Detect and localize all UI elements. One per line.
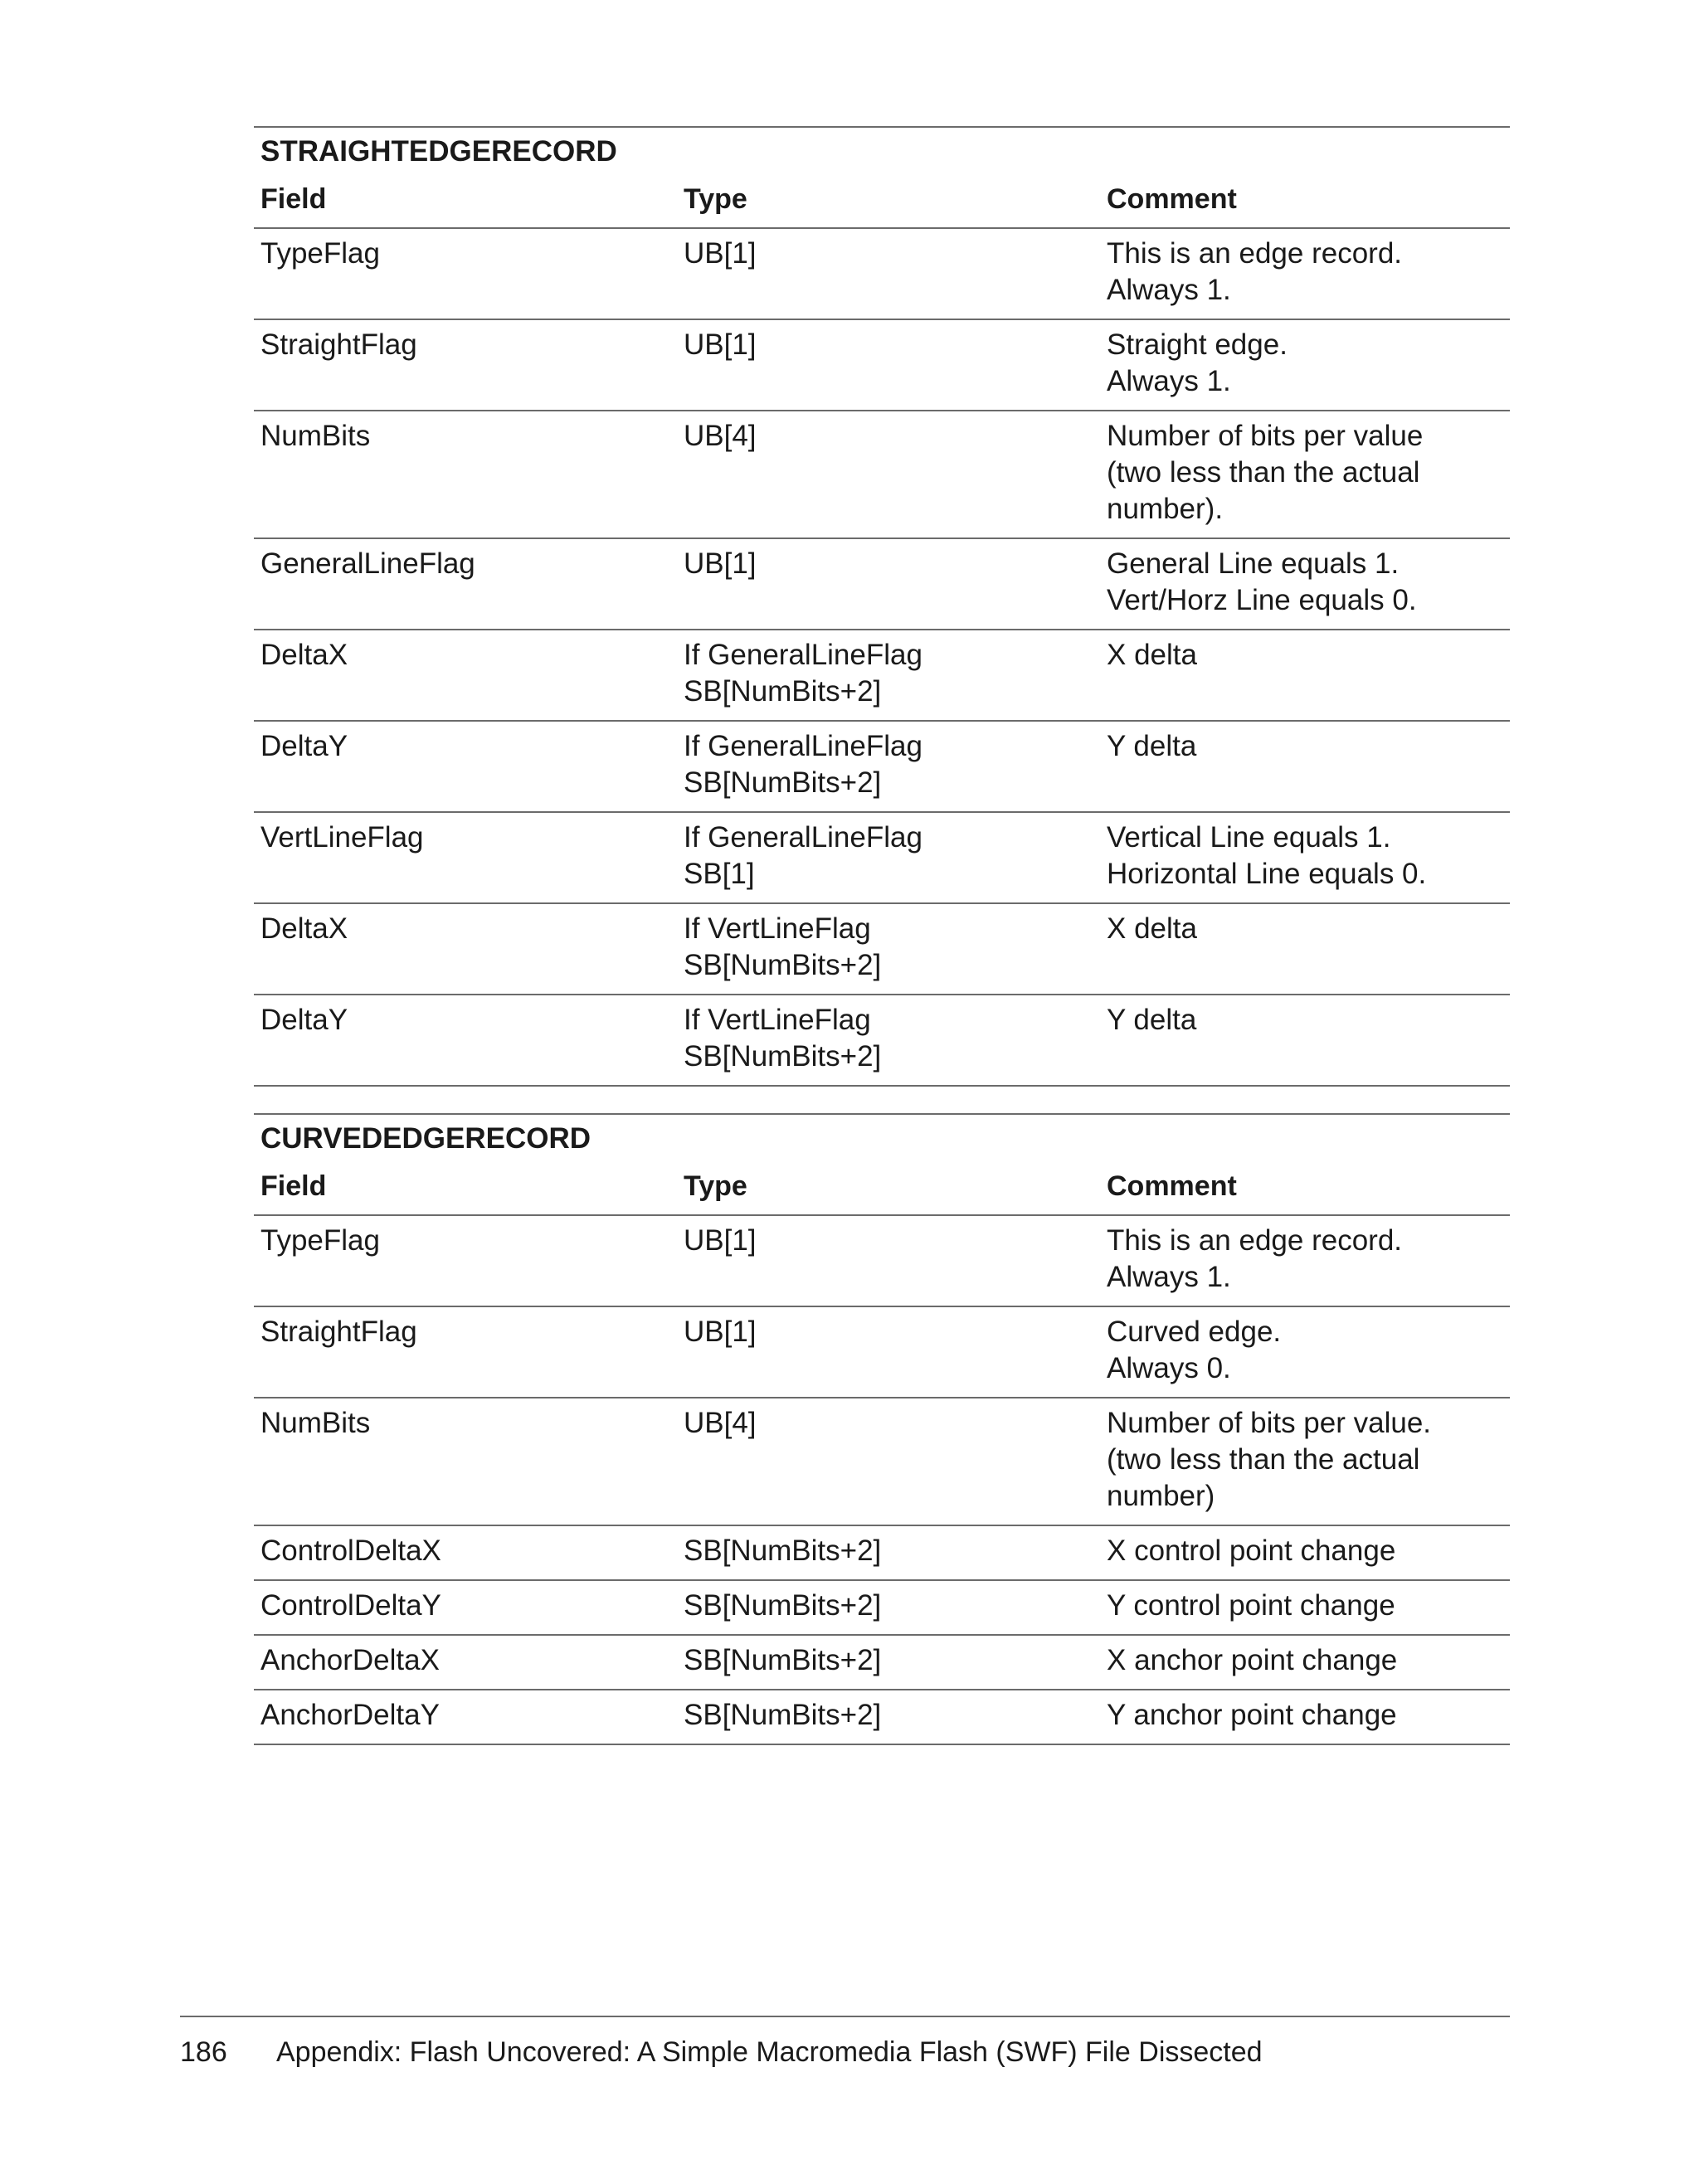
cell-field xyxy=(254,538,677,630)
comment-text: Number of bits per value. xyxy=(1107,1407,1432,1439)
table-body xyxy=(254,228,1510,1086)
table-row xyxy=(254,1525,1510,1580)
table-row xyxy=(254,1580,1510,1635)
type-text: SB[NumBits+2] xyxy=(684,949,882,981)
comment-text: Always 1. xyxy=(1107,274,1231,306)
page-footer xyxy=(180,2036,1263,2069)
comment-text: Vertical Line equals 1. xyxy=(1107,821,1391,854)
cell-type xyxy=(677,319,1100,411)
cell-type xyxy=(677,812,1100,903)
cell-comment xyxy=(1100,903,1510,995)
record-title: STRAIGHTEDGERECORD xyxy=(254,126,1510,174)
column-header-type: Type xyxy=(677,1161,1100,1215)
table-row xyxy=(254,630,1510,721)
table-row xyxy=(254,995,1510,1086)
comment-text: number). xyxy=(1107,493,1224,525)
cell-type xyxy=(677,1398,1100,1525)
type-text: SB[NumBits+2] xyxy=(684,1589,882,1622)
cell-type xyxy=(677,538,1100,630)
type-text: If VertLineFlag xyxy=(684,912,871,945)
type-text: UB[4] xyxy=(684,1407,757,1439)
cell-type xyxy=(677,1215,1100,1306)
cell-field xyxy=(254,228,677,319)
table-row xyxy=(254,812,1510,903)
column-header-comment: Comment xyxy=(1100,174,1510,228)
comment-text: X anchor point change xyxy=(1107,1644,1398,1676)
comment-text: Y anchor point change xyxy=(1107,1699,1397,1731)
table-row xyxy=(254,1398,1510,1525)
comment-text: General Line equals 1. xyxy=(1107,547,1400,580)
cell-comment xyxy=(1100,1306,1510,1398)
type-text: SB[NumBits+2] xyxy=(684,675,882,708)
field-text: DeltaX xyxy=(260,639,348,671)
cell-type xyxy=(677,411,1100,538)
type-text: If GeneralLineFlag xyxy=(684,639,923,671)
cell-comment xyxy=(1100,1635,1510,1690)
field-text: ControlDeltaY xyxy=(260,1589,441,1622)
cell-field xyxy=(254,812,677,903)
cell-field xyxy=(254,1690,677,1744)
cell-comment xyxy=(1100,1690,1510,1744)
cell-type xyxy=(677,995,1100,1086)
comment-text: Horizontal Line equals 0. xyxy=(1107,858,1427,890)
table-row xyxy=(254,411,1510,538)
comment-text: This is an edge record. xyxy=(1107,1224,1403,1257)
type-text: UB[1] xyxy=(684,1316,757,1348)
comment-text: number) xyxy=(1107,1480,1215,1512)
column-header-comment: Comment xyxy=(1100,1161,1510,1215)
field-text: NumBits xyxy=(260,1407,371,1439)
cell-field xyxy=(254,630,677,721)
cell-field xyxy=(254,411,677,538)
type-text: If VertLineFlag xyxy=(684,1004,871,1036)
cell-comment xyxy=(1100,411,1510,538)
field-text: StraightFlag xyxy=(260,328,417,361)
table-row xyxy=(254,1690,1510,1744)
table-header-row xyxy=(254,1161,1510,1215)
comment-text: Vert/Horz Line equals 0. xyxy=(1107,584,1417,616)
cell-comment xyxy=(1100,1215,1510,1306)
cell-comment xyxy=(1100,1580,1510,1635)
table-row xyxy=(254,1215,1510,1306)
comment-text: (two less than the actual xyxy=(1107,456,1420,489)
cell-field xyxy=(254,1580,677,1635)
field-text: DeltaX xyxy=(260,912,348,945)
cell-field xyxy=(254,903,677,995)
field-text: GeneralLineFlag xyxy=(260,547,475,580)
table-row xyxy=(254,1635,1510,1690)
cell-type xyxy=(677,228,1100,319)
footer-text: Appendix: Flash Uncovered: A Simple Macromedia Flash (SWF) File Dissected xyxy=(276,2036,1263,2068)
cell-comment xyxy=(1100,538,1510,630)
column-header-field: Field xyxy=(254,1161,677,1215)
cell-comment xyxy=(1100,812,1510,903)
field-text: TypeFlag xyxy=(260,1224,380,1257)
type-text: UB[1] xyxy=(684,1224,757,1257)
type-text: SB[NumBits+2] xyxy=(684,1699,882,1731)
footer-divider xyxy=(180,2016,1510,2017)
table-row xyxy=(254,538,1510,630)
cell-type xyxy=(677,903,1100,995)
record-table xyxy=(254,1161,1510,1745)
type-text: SB[NumBits+2] xyxy=(684,1535,882,1567)
comment-text: Always 1. xyxy=(1107,365,1231,397)
field-text: AnchorDeltaY xyxy=(260,1699,440,1731)
cell-type xyxy=(677,1635,1100,1690)
type-text: SB[1] xyxy=(684,858,755,890)
cell-comment xyxy=(1100,1525,1510,1580)
comment-text: This is an edge record. xyxy=(1107,237,1403,270)
field-text: DeltaY xyxy=(260,730,348,762)
comment-text: Y control point change xyxy=(1107,1589,1395,1622)
type-text: If GeneralLineFlag xyxy=(684,821,923,854)
column-header-type: Type xyxy=(677,174,1100,228)
cell-field xyxy=(254,1398,677,1525)
field-text: NumBits xyxy=(260,420,371,452)
table-row xyxy=(254,1306,1510,1398)
cell-type xyxy=(677,721,1100,812)
comment-text: Y delta xyxy=(1107,1004,1197,1036)
type-text: SB[NumBits+2] xyxy=(684,1644,882,1676)
cell-type xyxy=(677,1525,1100,1580)
record-title: CURVEDEDGERECORD xyxy=(254,1113,1510,1161)
field-text: AnchorDeltaX xyxy=(260,1644,440,1676)
cell-comment xyxy=(1100,319,1510,411)
column-header-field: Field xyxy=(254,174,677,228)
comment-text: X delta xyxy=(1107,912,1197,945)
field-text: DeltaY xyxy=(260,1004,348,1036)
field-text: StraightFlag xyxy=(260,1316,417,1348)
comment-text: (two less than the actual xyxy=(1107,1443,1420,1476)
comment-text: Always 1. xyxy=(1107,1261,1231,1293)
comment-text: X delta xyxy=(1107,639,1197,671)
cell-field xyxy=(254,995,677,1086)
cell-comment xyxy=(1100,995,1510,1086)
type-text: UB[1] xyxy=(684,547,757,580)
type-text: UB[4] xyxy=(684,420,757,452)
cell-field xyxy=(254,1215,677,1306)
record-table xyxy=(254,174,1510,1087)
curvededgerecord-section xyxy=(254,1113,1510,1745)
field-text: TypeFlag xyxy=(260,237,380,270)
comment-text: Always 0. xyxy=(1107,1352,1231,1384)
table-row xyxy=(254,903,1510,995)
type-text: SB[NumBits+2] xyxy=(684,1040,882,1073)
comment-text: Straight edge. xyxy=(1107,328,1288,361)
cell-comment xyxy=(1100,1398,1510,1525)
cell-comment xyxy=(1100,721,1510,812)
cell-type xyxy=(677,1580,1100,1635)
cell-type xyxy=(677,630,1100,721)
cell-field xyxy=(254,1525,677,1580)
table-header-row xyxy=(254,174,1510,228)
cell-comment xyxy=(1100,630,1510,721)
cell-field xyxy=(254,1306,677,1398)
cell-comment xyxy=(1100,228,1510,319)
cell-field xyxy=(254,1635,677,1690)
comment-text: Curved edge. xyxy=(1107,1316,1282,1348)
table-body xyxy=(254,1215,1510,1744)
page-number: 186 xyxy=(180,2036,227,2068)
type-text: SB[NumBits+2] xyxy=(684,766,882,799)
field-text: ControlDeltaX xyxy=(260,1535,441,1567)
cell-field xyxy=(254,319,677,411)
table-row xyxy=(254,319,1510,411)
comment-text: X control point change xyxy=(1107,1535,1396,1567)
cell-type xyxy=(677,1306,1100,1398)
type-text: If GeneralLineFlag xyxy=(684,730,923,762)
cell-type xyxy=(677,1690,1100,1744)
table-row xyxy=(254,721,1510,812)
type-text: UB[1] xyxy=(684,328,757,361)
table-row xyxy=(254,228,1510,319)
comment-text: Y delta xyxy=(1107,730,1197,762)
type-text: UB[1] xyxy=(684,237,757,270)
field-text: VertLineFlag xyxy=(260,821,424,854)
straightedgerecord-section xyxy=(254,126,1510,1087)
comment-text: Number of bits per value xyxy=(1107,420,1424,452)
cell-field xyxy=(254,721,677,812)
